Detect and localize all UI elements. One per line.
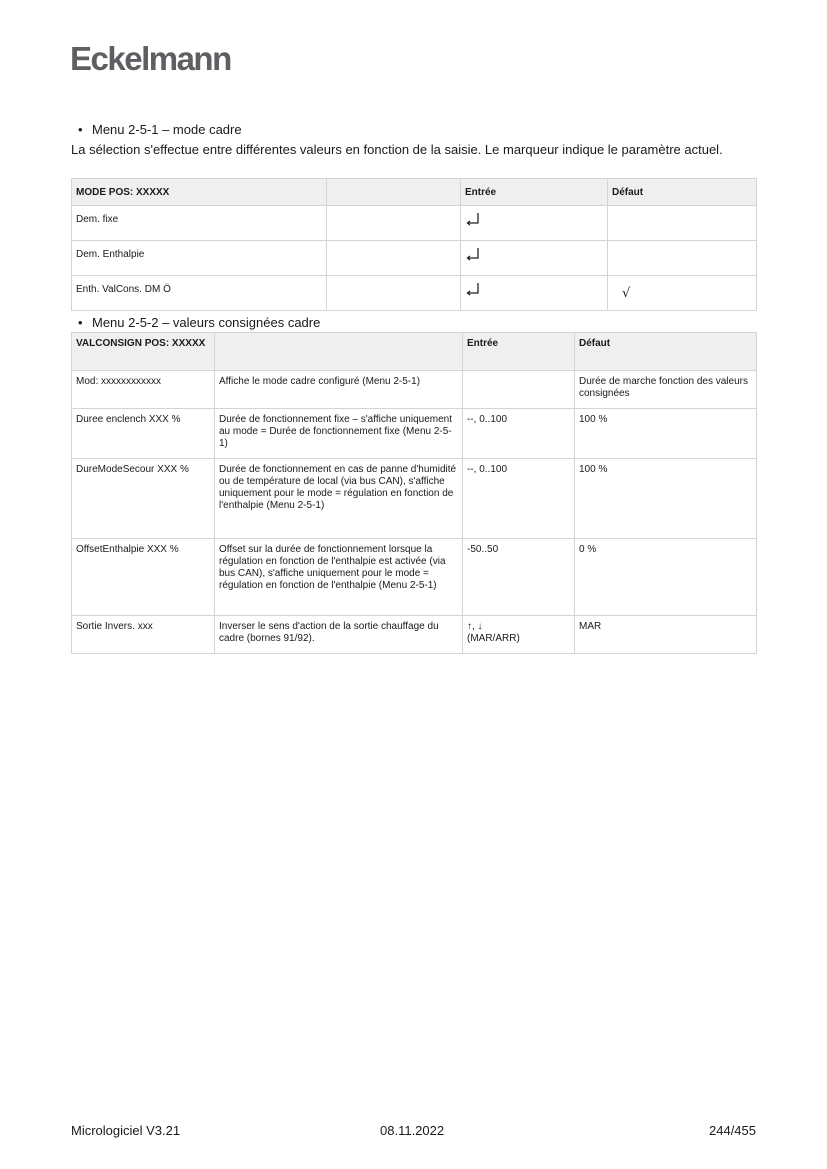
row-entry: --, 0..100 bbox=[463, 459, 575, 539]
row-default: 100 % bbox=[575, 459, 757, 539]
footer-firmware: Micrologiciel V3.21 bbox=[71, 1123, 181, 1138]
row-default: Durée de marche fonction des valeurs consignées bbox=[575, 371, 757, 409]
row-empty bbox=[327, 206, 461, 241]
row-description: Durée de fonctionnement fixe – s'affiche uniquement au mode = Durée de fonctionnement fixe (Menu 2-5-1) bbox=[215, 409, 463, 459]
enter-key-icon bbox=[465, 212, 481, 226]
row-label: Dem. Enthalpie bbox=[72, 241, 327, 276]
row-description: Inverser le sens d'action de la sortie chauffage du cadre (bornes 91/92). bbox=[215, 616, 463, 654]
row-default bbox=[608, 206, 757, 241]
table-header: Entrée bbox=[461, 179, 608, 206]
row-entry bbox=[461, 241, 608, 276]
row-empty bbox=[327, 241, 461, 276]
row-default: 0 % bbox=[575, 539, 757, 616]
table-header: MODE POS: XXXXX bbox=[72, 179, 327, 206]
table-row bbox=[72, 539, 757, 616]
section2-heading: • Menu 2-5-2 – valeurs consignées cadre bbox=[78, 315, 321, 330]
row-default bbox=[608, 241, 757, 276]
row-entry: -50..50 bbox=[463, 539, 575, 616]
table-row bbox=[72, 206, 757, 241]
row-name: Duree enclench XXX % bbox=[72, 409, 215, 459]
footer-date: 08.11.2022 bbox=[380, 1123, 445, 1138]
row-entry: --, 0..100 bbox=[463, 409, 575, 459]
row-label: Dem. fixe bbox=[72, 206, 327, 241]
enter-key-icon bbox=[465, 247, 481, 261]
table-header: Défaut bbox=[608, 179, 757, 206]
valconsign-table bbox=[71, 332, 757, 654]
row-entry bbox=[463, 371, 575, 409]
table-row bbox=[72, 459, 757, 539]
section1-heading: • Menu 2-5-1 – mode cadre bbox=[78, 122, 242, 137]
row-name: Mod: xxxxxxxxxxxx bbox=[72, 371, 215, 409]
row-default: 100 % bbox=[575, 409, 757, 459]
row-name: Sortie Invers. xxx bbox=[72, 616, 215, 654]
row-default: MAR bbox=[575, 616, 757, 654]
row-name: OffsetEnthalpie XXX % bbox=[72, 539, 215, 616]
row-default bbox=[608, 276, 757, 311]
table-row bbox=[72, 371, 757, 409]
row-entry bbox=[461, 276, 608, 311]
row-entry-note: (MAR/ARR) bbox=[467, 633, 520, 644]
table-row bbox=[72, 276, 757, 311]
section2-heading-text: Menu 2-5-2 – valeurs consignées cadre bbox=[92, 315, 321, 330]
section1-heading-text: Menu 2-5-1 – mode cadre bbox=[92, 122, 242, 137]
table-header: Défaut bbox=[575, 333, 757, 371]
checkmark-icon: √ bbox=[622, 286, 631, 301]
table-header-row bbox=[72, 333, 757, 371]
row-entry bbox=[461, 206, 608, 241]
mode-cadre-table bbox=[71, 178, 757, 311]
row-label: Enth. ValCons. DM Ö bbox=[72, 276, 327, 311]
enter-key-icon bbox=[465, 282, 481, 296]
row-entry bbox=[463, 616, 575, 654]
row-description: Durée de fonctionnement en cas de panne d'humidité ou de température de local (via bus CAN), s'affiche uniquement pour le mode = régulation en fonction de l'enthalpie (Menu 2-5-1) bbox=[215, 459, 463, 539]
table-row bbox=[72, 409, 757, 459]
row-empty bbox=[327, 276, 461, 311]
row-entry-arrows: ↑, ↓ bbox=[467, 621, 483, 632]
table-header bbox=[215, 333, 463, 371]
table-header bbox=[327, 179, 461, 206]
table-header: Entrée bbox=[463, 333, 575, 371]
row-description: Offset sur la durée de fonctionnement lorsque la régulation en fonction de l'enthalpie est activée (via bus CAN), s'affiche uniquement pour le mode = régulation en fonction de l'enthalpie (Menu 2-5-1) bbox=[215, 539, 463, 616]
table-row bbox=[72, 241, 757, 276]
section1-intro: La sélection s'effectue entre différentes valeurs en fonction de la saisie. Le marqueur indique le paramètre actuel. bbox=[71, 142, 723, 157]
table-header: VALCONSIGN POS: XXXXX bbox=[72, 333, 215, 371]
footer-page-number: 244/455 bbox=[709, 1123, 756, 1138]
company-logo: Eckelmann bbox=[70, 40, 231, 77]
table-header-row bbox=[72, 179, 757, 206]
row-name: DureModeSecour XXX % bbox=[72, 459, 215, 539]
row-description: Affiche le mode cadre configuré (Menu 2-5-1) bbox=[215, 371, 463, 409]
table-row bbox=[72, 616, 757, 654]
